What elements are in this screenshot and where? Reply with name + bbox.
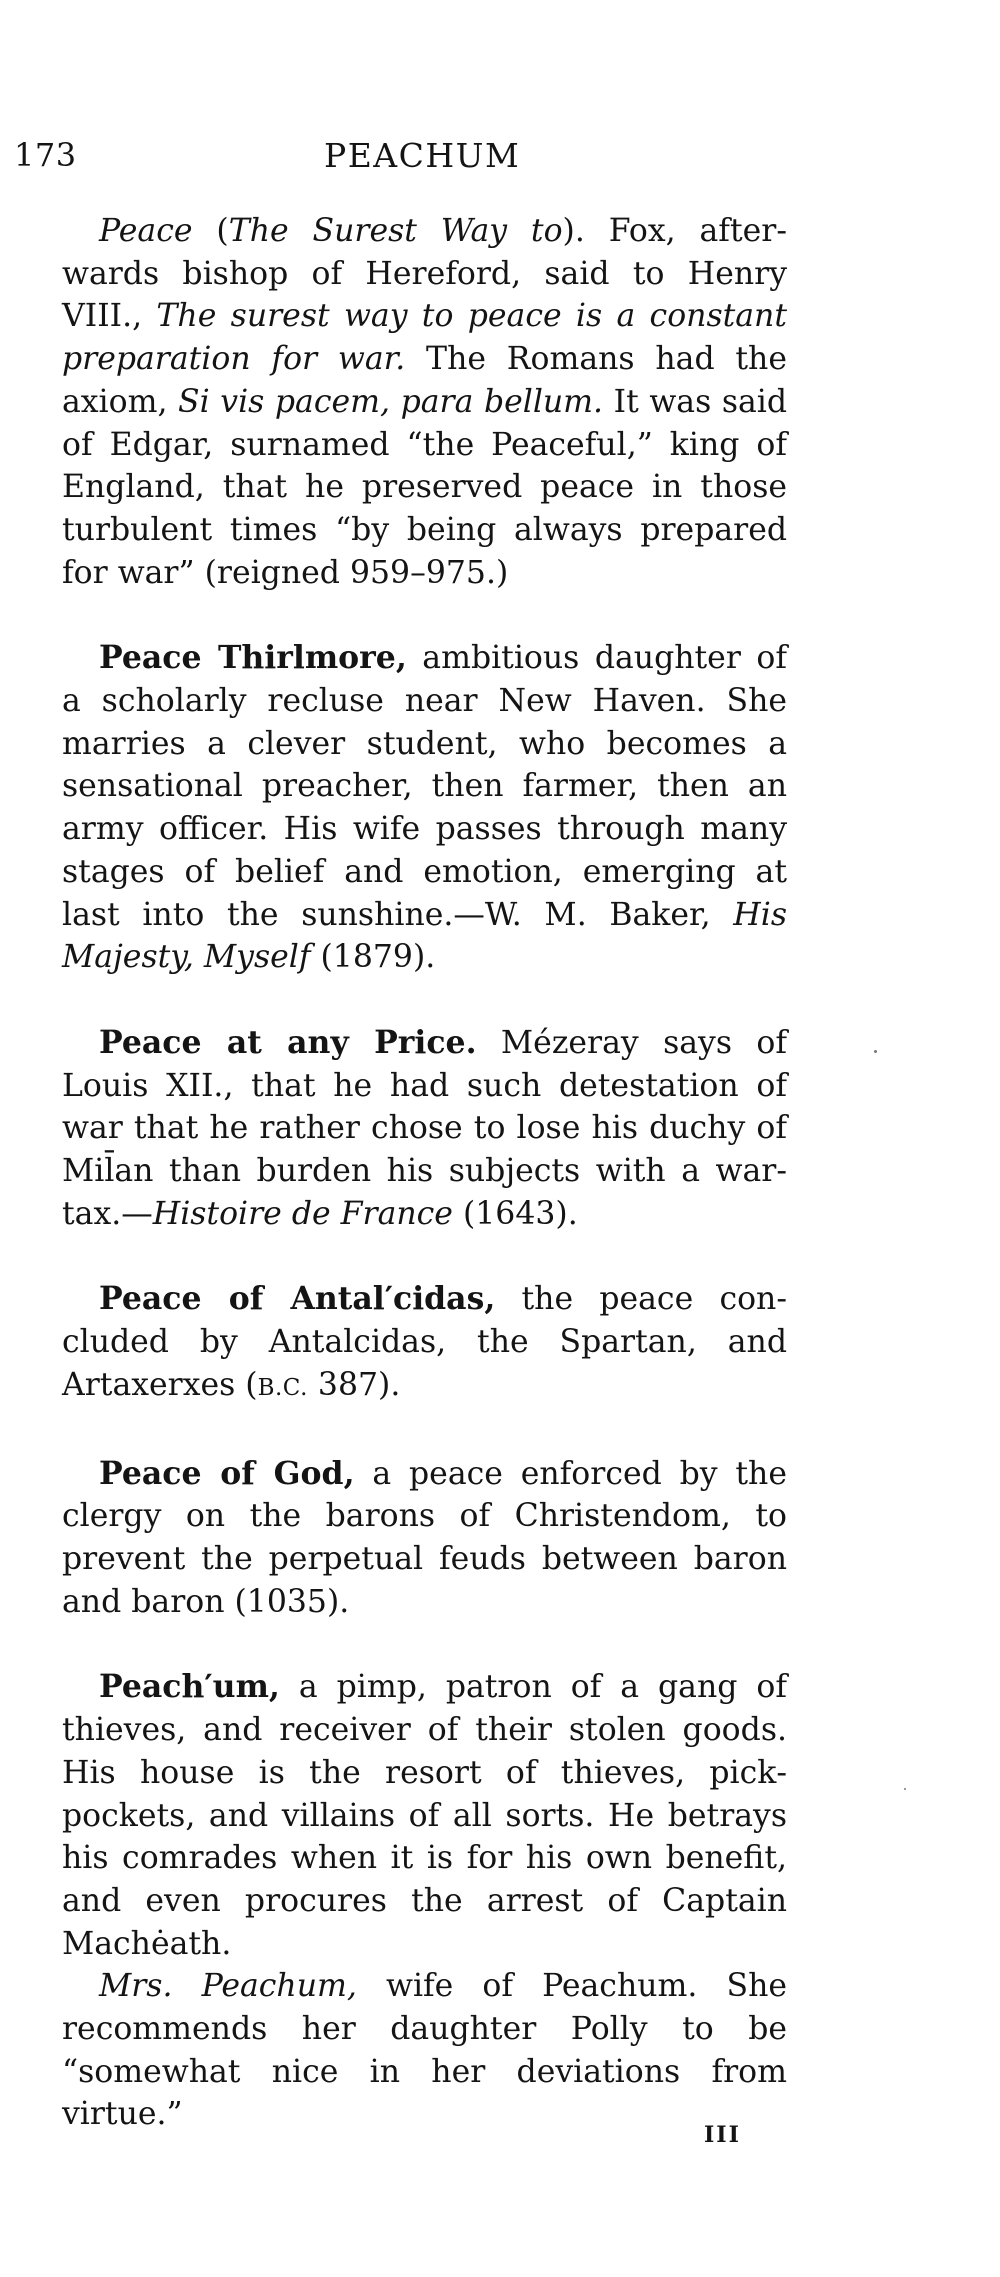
- entry-headword: Peace of Antal′cidas,: [99, 1280, 496, 1318]
- italic-text: The surest way to peace is a constant preparation for war.: [62, 298, 787, 378]
- page-header: [14, 136, 784, 186]
- italic-text: Mrs. Peachum,: [99, 1968, 357, 2005]
- italic-text: The Surest Way to: [228, 213, 563, 249]
- entry-surest-way: [62, 210, 787, 594]
- entry-antalcidas: [62, 1278, 787, 1409]
- entry-text: (1643).: [452, 1195, 578, 1232]
- entry-thirlmore: [62, 637, 787, 979]
- running-head: PEACHUM: [324, 136, 521, 175]
- italic-text: Histoire de France: [152, 1195, 453, 1232]
- italic-text: Si vis pacem, para bellum.: [178, 383, 604, 420]
- paper-speck: [904, 1788, 906, 1790]
- entry-text: a pimp, patron of a gang of thieves, and receiver of their stolen goods. His house is the resort of thieves, pickpockets, and villains of all sorts. He betrays his comrades when it is for his own benefit, and even procures the arrest of Captain Machėath.: [62, 1669, 787, 1962]
- entry-text: the peace concluded by Antalcidas, the Spartan, and Artaxerxes (: [62, 1281, 787, 1403]
- paper-speck: [874, 1050, 877, 1053]
- entry-text: (1879).: [310, 939, 436, 976]
- entry-any-price: [62, 1022, 787, 1236]
- entry-of-god: [62, 1453, 787, 1624]
- entry-headword: Peace of God,: [99, 1454, 355, 1492]
- entry-text: (: [192, 213, 229, 249]
- page-number: 173: [14, 136, 77, 174]
- entry-headword: Peace Thirlmore,: [99, 639, 407, 677]
- entry-text: B.C.: [257, 1374, 308, 1401]
- signature-mark: III: [704, 2122, 741, 2148]
- entry-text: It was said of Edgar, surnamed “the Peaceful,” king of England, that he preserved peace in those turbulent times “by being always prepared for war” (reigned 959–975.): [62, 383, 788, 591]
- entry-text: ). Fox, afterwards bishop of Hereford, said to Henry VIII.,: [62, 213, 787, 335]
- italic-text: Peace: [99, 213, 193, 249]
- entry-headword: Peach′um,: [99, 1668, 280, 1706]
- entry-text: wife of Peachum. She recommends her daughter Polly to be “somewhat nice in her deviations from virtue.”: [62, 1968, 787, 2133]
- entry-headword: Peace at any Price.: [99, 1023, 477, 1061]
- entry-mrs-peachum: [62, 1965, 787, 2136]
- entry-peachum: [62, 1666, 787, 1965]
- entry-text: Mézeray says of Louis XII., that he had such detestation of war that he rather chose to lose his duchy of Mil̄an than burden his subjects with a war-tax.—: [62, 1024, 787, 1232]
- entry-text: ambitious daughter of a scholarly recluse near New Haven. She marries a clever student, who becomes a sensational preacher, then farmer, then an army officer. His wife passes through many stages of belief and emotion, emerging at last into the sunshine.—W. M. Baker,: [62, 640, 788, 933]
- entry-text: a peace enforced by the clergy on the barons of Christendom, to prevent the perpetual feuds between baron and baron (1035).: [62, 1455, 787, 1620]
- dictionary-entries: [62, 210, 787, 2136]
- entry-text: 387).: [307, 1366, 401, 1403]
- italic-text: His Majesty, Myself: [62, 896, 787, 976]
- entry-text: The Romans had the axiom,: [62, 341, 787, 420]
